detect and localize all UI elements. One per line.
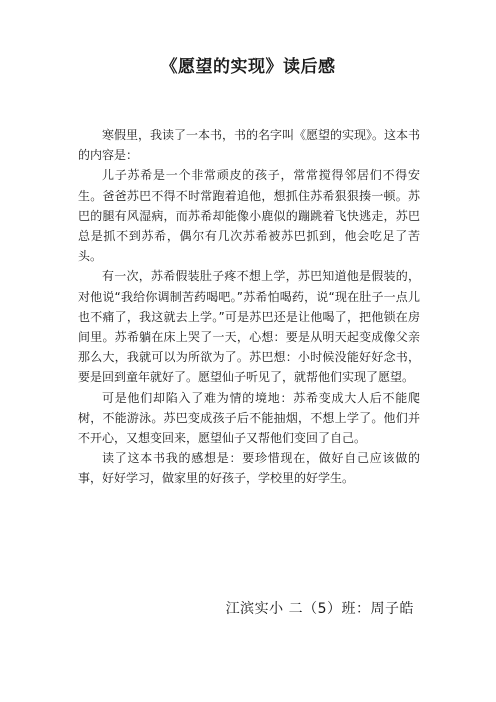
paragraph-reflection: 读了这本书我的感想是：要珍惜现在，做好自己应该做的事，好好学习，做家里的好孩子，学校里的好学生。 bbox=[78, 451, 420, 486]
paragraph-predicament: 可是他们却陷入了难为情的境地：苏希变成大人后不能爬树，不能游泳。苏巴变成孩子后不能抽烟，不想上学了。他们并不开心，又想变回来，愿望仙子又帮他们变回了自己。 bbox=[78, 390, 420, 446]
document-title: 《愿望的实现》读后感 bbox=[160, 57, 336, 77]
paragraph-intro: 寒假里，我读了一本书，书的名字叫《愿望的实现》。这本书的内容是： bbox=[78, 128, 421, 163]
document-body bbox=[78, 125, 420, 489]
paragraph-story: 有一次，苏希假装肚子疼不想上学，苏巴知道他是假装的，对他说“我给你调制苦药喝吧。”苏希怕喝药，说“现在肚子一点儿也不痛了，我这就去上学。”可是苏巴还是让他喝了，把他锁在房间里。苏希躺在床上哭了一天，心想：要是从明天起变成像父亲那么大，我就可以为所欲为了。苏巴想：小时候没能好好念书，要是回到童年就好了。愿望仙子听见了，就帮他们实现了愿望。 bbox=[78, 269, 420, 385]
paragraph-summary: 儿子苏希是一个非常顽皮的孩子，常常搅得邻居们不得安生。爸爸苏巴不得不时常跑着追他，想抓住苏希狠狠揍一顿。苏巴的腿有风湿病，而苏希却能像小鹿似的蹦跳着飞快逃走，苏巴总是抓不到苏希，偶尔有几次苏希被苏巴抓到，他会吃足了苦头。 bbox=[78, 168, 420, 264]
author-signature: 江滨实小 二（5）班：周子皓 bbox=[225, 601, 414, 617]
